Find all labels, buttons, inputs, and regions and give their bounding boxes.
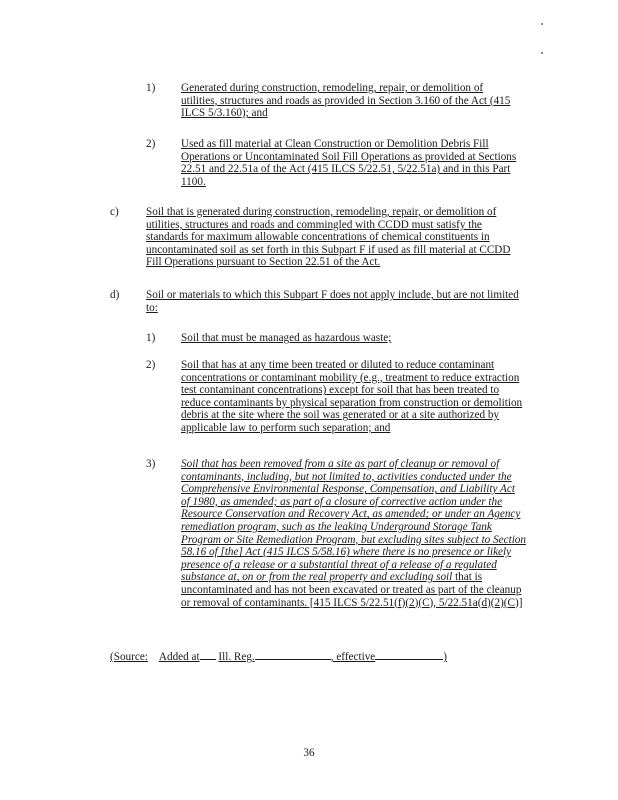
source-line — [110, 651, 530, 664]
source-added-at: Added at — [158, 651, 200, 663]
item-text — [181, 458, 526, 609]
item-text: Used as fill material at Clean Construction or Demolition Debris Fill Operations or Uncontaminated Soil Fill Operations as provided at Sections 22.51 and 22.51a of the Act (415 ILCS 5/22.51, 5/22.51a) and in this Part 1100. — [181, 138, 517, 188]
blank-volume — [200, 659, 216, 660]
item-marker: 2) — [146, 359, 156, 371]
item-marker: d) — [110, 289, 120, 301]
item-text: Soil that is generated during construction, remodeling, repair, or demolition of utilities, structures and roads and commingled with CCDD must satisfy the standards for maximum allowable concentrations of chemical constituents in uncontaminated soil as set forth in this Subpart F if used as fill material at CCDD Fill Operations pursuant to Section 22.51 of the Act. — [146, 206, 511, 269]
blank-date — [375, 659, 443, 660]
item-marker: c) — [110, 206, 119, 218]
item-text: Generated during construction, remodeling, repair, or demolition of utilities, structures and roads as provided in Section 3.160 of the Act (415 ILCS 5/3.160); and — [181, 82, 511, 120]
source-register: Ill. Reg. — [218, 651, 255, 663]
page-number: 36 — [303, 747, 315, 759]
item-marker: 1) — [146, 332, 156, 344]
corner-mark — [541, 23, 543, 25]
item-marker: 2) — [146, 138, 156, 150]
corner-mark — [541, 52, 543, 54]
item-marker: 1) — [146, 82, 156, 94]
blank-page — [255, 659, 331, 660]
item-text: Soil that has at any time been treated or diluted to reduce contaminant concentrations or contaminant mobility (e.g., treatment to reduce extraction test contaminant concentrations) except for soil that has been treated to reduce contaminants by physical separation from construction or demolition debris at the site where the soil was generated or at a site authorized by applicable law to perform such separation; and — [181, 359, 523, 434]
source-close: ) — [443, 651, 447, 663]
source-effective: , effective — [330, 651, 376, 663]
item-text: Soil or materials to which this Subpart F does not apply include, but are not limited to: — [146, 289, 519, 314]
item-marker: 3) — [146, 458, 156, 470]
item-text-italic: Soil that has been removed from a site as part of cleanup or removal of contaminants, including, but not limited to, activities conducted under the Comprehensive Environmental Response, Compensation, and Liability Act of 1980, as amended; as part of a closure of corrective action under the Resource Conservation and Recovery Act, as amended; or under an Agency remediation program, such as the leaking Underground Storage Tank Program or Site Remediation Program, but excluding sites subject to Section 58.16 of [the] Act (415 ILCS 5/58.16) where there is no presence or likely presence of a release or a substantial threat of a release of a regulated substance at, on or from the real property and excluding soil — [181, 458, 526, 584]
item-text: Soil that must be managed as hazardous waste; — [181, 332, 392, 344]
item-text-plain: that is uncontaminated and has not been excavated or treated as part of the cleanup or removal of contaminants. [415 ILCS 5/22.51(f)(2)(C), 5/22.51a(d)(2)(C)] — [181, 571, 523, 609]
source-label: (Source: — [110, 651, 148, 663]
